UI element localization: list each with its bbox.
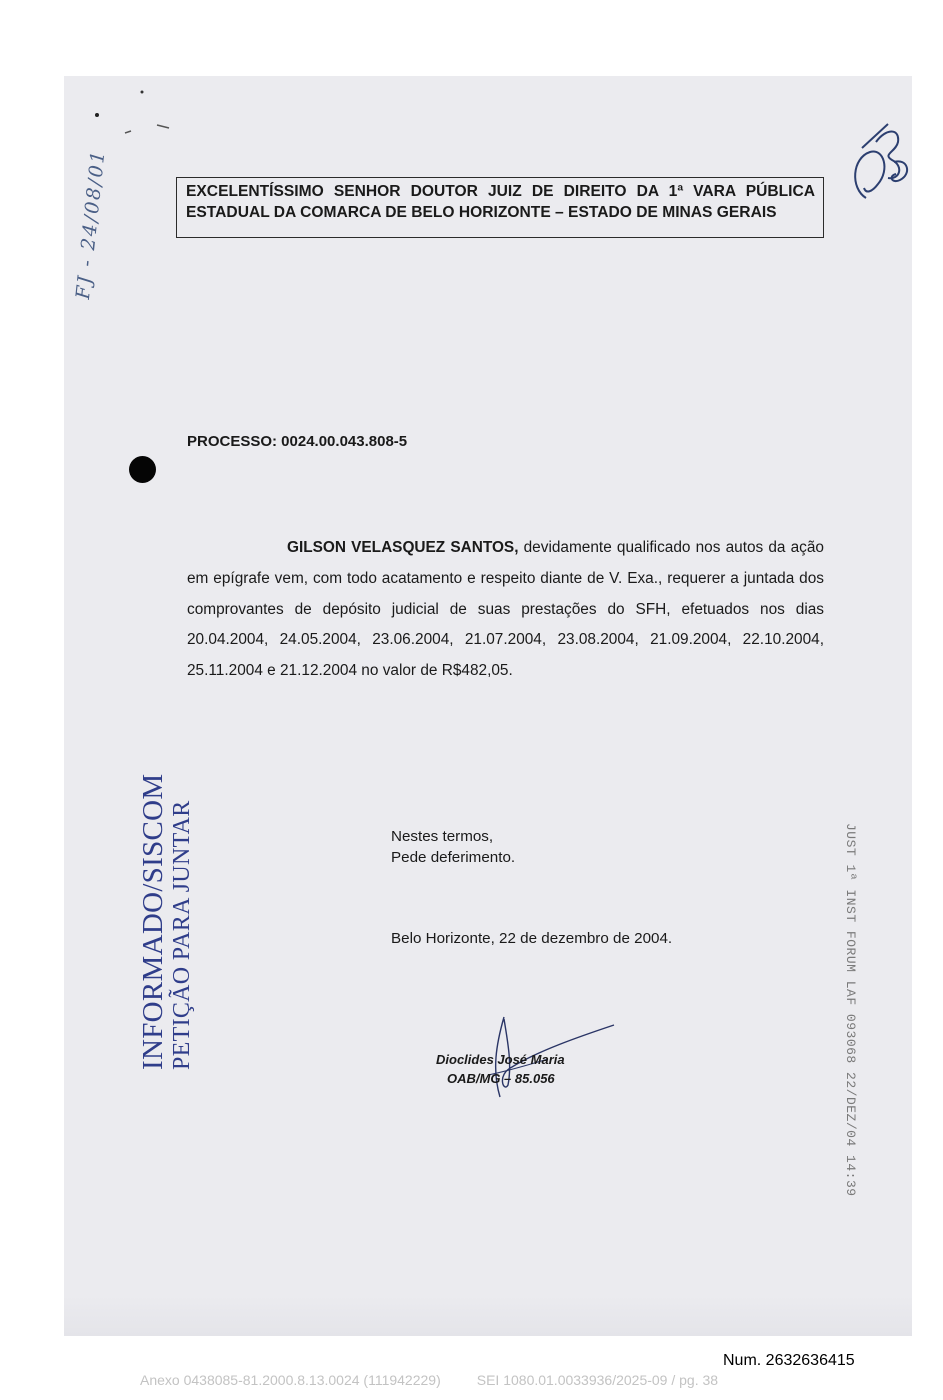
petition-body (187, 533, 824, 687)
scanned-page (64, 76, 912, 1336)
footer-sei: SEI 1080.01.0033936/2025-09 / pg. 38 (476, 1372, 719, 1388)
stamp-line-2: PETIÇÃO PARA JUNTAR (169, 800, 195, 1070)
signer-oab: OAB/MG – 85.056 (447, 1071, 555, 1086)
informado-siscom-stamp (138, 774, 197, 1070)
process-number: PROCESSO: 0024.00.043.808-5 (187, 433, 408, 450)
signer-name: Dioclides José Maria (436, 1052, 565, 1067)
handwritten-note: FJ - 24/08/01 (72, 148, 110, 301)
stamp-line-1: INFORMADO/SISCOM (137, 773, 169, 1070)
footer-annex: Anexo 0438085-81.2000.8.13.0024 (111942229) (140, 1372, 441, 1388)
place-date: Belo Horizonte, 22 de dezembro de 2004. (391, 930, 673, 947)
closing-line-1: Nestes termos, (391, 828, 494, 845)
handwritten-page-number-mark (848, 118, 918, 208)
scan-specks (85, 85, 175, 145)
addressee-header: EXCELENTÍSSIMO SENHOR DOUTOR JUIZ DE DIREITO DA 1ª VARA PÚBLICA ESTADUAL DA COMARCA DE BELO HORIZONTE – ESTADO DE MINAS GERAIS (176, 177, 824, 238)
petition-text: devidamente qualificado nos autos da ação em epígrafe vem, com todo acatamento e respeito diante de V. Exa., requerer a juntada dos comprovantes de depósito judicial de suas prestações do SFH, efetuados nos dias 20.04.2004, 24.05.2004, 23.06.2004, 21.07.2004, 23.08.2004, 21.09.2004, 22.10.2004, 25.11.2004 e 21.12.2004 no valor de R$482,05. (187, 539, 824, 680)
petitioner-name: GILSON VELASQUEZ SANTOS, (287, 539, 519, 556)
footer-document-number: Num. 2632636415 (723, 1352, 855, 1369)
punch-hole (129, 456, 156, 483)
footer-metadata (140, 1372, 718, 1388)
closing-line-2: Pede deferimento. (391, 849, 516, 866)
court-protocol-stamp: JUST 1ª INST FORUM LAF 093068 22/DEZ/04 14:39 (843, 823, 858, 1197)
closing (391, 826, 515, 868)
